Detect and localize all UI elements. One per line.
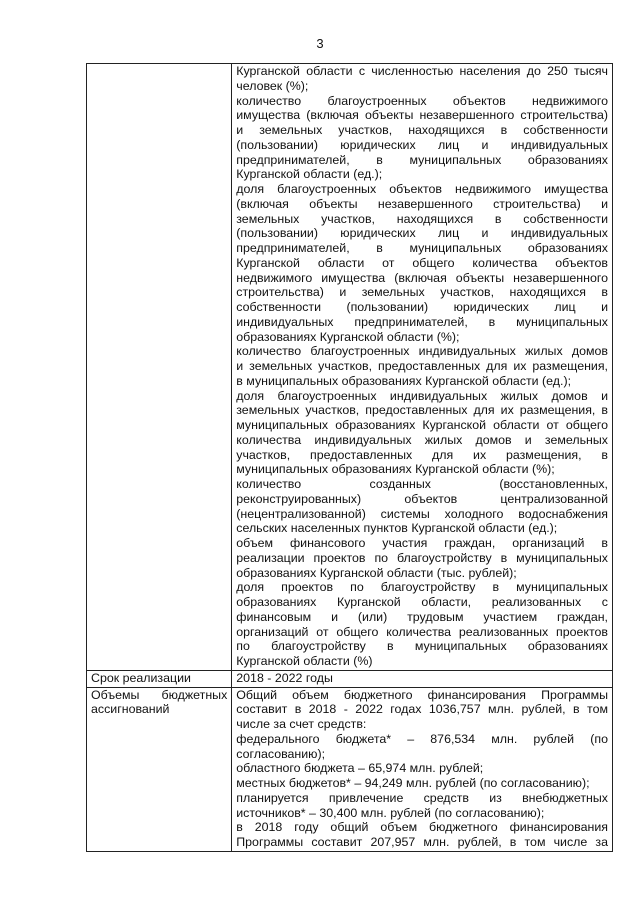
indicator-text-line: Курганской области от общего количества объектов	[236, 255, 608, 270]
indicator-text-line: земельных участков, находящихся в собственности	[236, 211, 608, 226]
budget-text-line: источников* – 30,400 млн. рублей (по согласованию);	[236, 805, 545, 820]
budget-text-cell	[232, 687, 613, 851]
indicator-text-line: (включая объекты незавершенного строительства) и	[236, 196, 608, 211]
indicator-text-line: участков, предоставленных для их размещения, в	[236, 447, 608, 462]
budget-label-line: Объемы бюджетных	[91, 687, 228, 702]
indicator-text-line: предпринимателей, в муниципальных образованиях	[236, 152, 608, 167]
passport-table	[86, 63, 613, 852]
indicator-text-line: реконструированных) объектов централизованной	[236, 491, 608, 506]
indicator-text-line: индивидуальных предпринимателей, в муниципальных	[236, 314, 608, 329]
indicator-text-line: человек (%);	[236, 78, 309, 93]
indicator-text-line: в муниципальных образованиях Курганской области (ед.);	[236, 373, 572, 388]
indicator-text-line: муниципальных образованиях Курганской области от общего	[236, 418, 608, 432]
indicator-text-line: по благоустройству в муниципальных образованиях	[236, 639, 608, 654]
indicator-text-line: (нецентрализованной) системы холодного водоснабжения	[236, 506, 608, 521]
indicator-text-line: объем финансового участия граждан, организаций в	[236, 536, 608, 550]
budget-text-line: числе за счет средств:	[236, 717, 367, 731]
budget-label-cell	[87, 687, 232, 851]
indicator-text-line: Курганской области (ед.);	[236, 167, 383, 182]
indicator-text-line: (пользовании) юридических лиц и индивидуальных	[236, 137, 608, 152]
indicators-text-cell	[232, 64, 613, 671]
indicator-text-line: и земельных участков, находящихся в собственности	[236, 123, 608, 137]
indicator-text-line: Курганской области с численностью населения до 250 тысяч	[236, 64, 608, 78]
term-label: Срок реализации	[87, 670, 232, 687]
indicator-text-line: финансовым и (или) трудовым участием граждан,	[236, 609, 608, 624]
indicator-text-line: количество благоустроенных индивидуальных жилых домов	[236, 344, 608, 359]
indicator-text-line: имущества (включая объекты незавершенного строительства)	[236, 108, 608, 123]
budget-text-line: Общий объем бюджетного финансирования Программы	[236, 687, 608, 702]
indicator-text-line: количества индивидуальных жилых домов и земельных	[236, 432, 608, 447]
indicator-text-line: муниципальных образованиях Курганской области (%);	[236, 462, 555, 477]
page-number: 3	[316, 36, 324, 51]
term-value: 2018 - 2022 годы	[232, 670, 613, 687]
indicator-text-line: образованиях Курганской области, реализованных с	[236, 595, 608, 609]
indicator-text-line: доля благоустроенных индивидуальных жилых домов и	[236, 388, 608, 403]
budget-text-line: составит в 2018 - 2022 годах 1036,757 млн. рублей, в том	[236, 702, 608, 717]
indicator-text-line: количество благоустроенных объектов недвижимого	[236, 93, 608, 108]
indicator-text-line: доля проектов по благоустройству в муниципальных	[236, 580, 608, 595]
indicator-text-line: образованиях Курганской области (тыс. рублей);	[236, 565, 517, 580]
budget-text-line: федерального бюджета* – 876,534 млн. рублей (по	[236, 731, 608, 746]
indicators-label-cell	[87, 64, 232, 671]
budget-row	[87, 687, 613, 851]
indicator-text-line: организаций от общего количества реализованных проектов	[236, 624, 608, 639]
budget-label-line: ассигнований	[91, 702, 170, 717]
budget-text-line: планируется привлечение средств из внебюджетных	[236, 790, 608, 805]
indicators-row	[87, 64, 613, 671]
budget-text-line: согласованию);	[236, 746, 326, 761]
term-row	[87, 670, 613, 687]
budget-text-line: областного бюджета – 65,974 млн. рублей;	[236, 761, 484, 776]
budget-text-line: в 2018 году общий объем бюджетного финансирования	[236, 820, 608, 835]
indicator-text-line: строительства) и земельных участков, находящихся в	[236, 285, 608, 300]
indicator-text-line: земельных участков, предоставленных для их размещения, в	[236, 403, 608, 418]
indicator-text-line: (пользовании) юридических лиц и индивидуальных	[236, 226, 608, 241]
budget-text-line: Программы составит 207,957 млн. рублей, в том числе за	[236, 835, 608, 849]
indicator-text-line: реализации проектов по благоустройству в муниципальных	[236, 550, 608, 565]
indicator-text-line: собственности (пользовании) юридических лиц и	[236, 300, 608, 314]
indicator-text-line: образованиях Курганской области (%);	[236, 329, 460, 344]
indicator-text-line: сельских населенных пунктов Курганской области (ед.);	[236, 521, 558, 536]
indicator-text-line: и земельных участков, предоставленных для их размещения,	[236, 359, 608, 373]
indicator-text-line: предпринимателей, в муниципальных образованиях	[236, 241, 608, 255]
indicator-text-line: недвижимого имущества (включая объекты незавершенного	[236, 270, 608, 285]
budget-text-line: местных бюджетов* – 94,249 млн. рублей (по согласованию);	[236, 776, 590, 790]
indicator-text-line: Курганской области (%)	[236, 654, 373, 668]
indicator-text-line: доля благоустроенных объектов недвижимого имущества	[236, 182, 608, 196]
indicator-text-line: количество созданных (восстановленных,	[236, 477, 608, 491]
